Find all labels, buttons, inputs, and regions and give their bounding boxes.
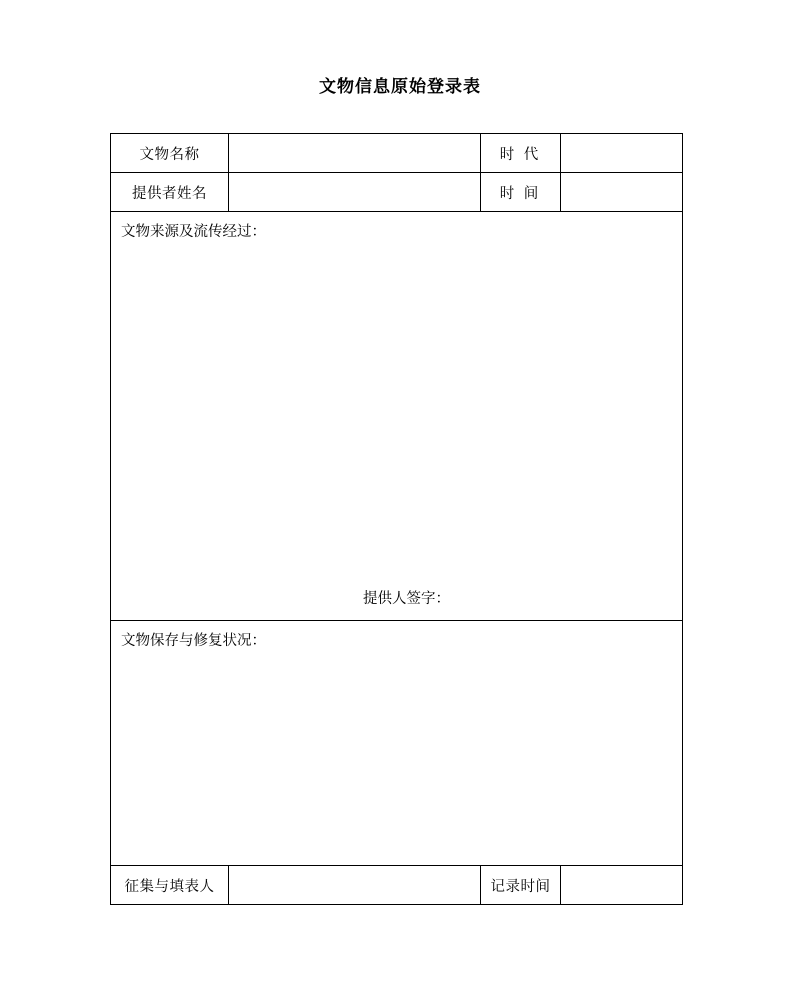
form-table <box>110 133 683 905</box>
table-row <box>111 173 683 212</box>
field-input-preservation-condition[interactable] <box>111 621 683 866</box>
field-value-source-history <box>111 242 682 260</box>
field-value-artifact-name <box>229 134 480 152</box>
field-value-preservation-condition <box>111 651 682 669</box>
field-label-source-history: 文物来源及流传经过： <box>121 224 266 240</box>
field-value-era <box>561 134 682 152</box>
field-label-artifact-name: 文物名称 <box>111 134 229 173</box>
field-input-artifact-name[interactable] <box>229 134 481 173</box>
field-label-era: 时 代 <box>481 134 561 173</box>
field-value-provider-name <box>229 173 480 191</box>
table-row <box>111 212 683 621</box>
field-label-record-time: 记录时间 <box>481 866 561 905</box>
field-label-collector: 征集与填表人 <box>111 866 229 905</box>
field-label-preservation-condition: 文物保存与修复状况： <box>121 633 266 649</box>
field-label-date: 时 间 <box>481 173 561 212</box>
field-input-provider-name[interactable] <box>229 173 481 212</box>
provider-signature-label: 提供人签字： <box>363 591 450 607</box>
table-row <box>111 866 683 905</box>
field-value-date <box>561 173 682 191</box>
field-value-collector <box>229 866 480 884</box>
field-value-record-time <box>561 866 682 884</box>
artifact-registration-form <box>110 133 682 905</box>
field-input-source-history[interactable] <box>111 212 683 621</box>
field-input-record-time[interactable] <box>561 866 683 905</box>
field-input-date[interactable] <box>561 173 683 212</box>
page-title: 文物信息原始登录表 <box>319 77 481 96</box>
field-input-collector[interactable] <box>229 866 481 905</box>
field-input-era[interactable] <box>561 134 683 173</box>
field-label-provider-name: 提供者姓名 <box>111 173 229 212</box>
table-row <box>111 621 683 866</box>
table-row <box>111 134 683 173</box>
